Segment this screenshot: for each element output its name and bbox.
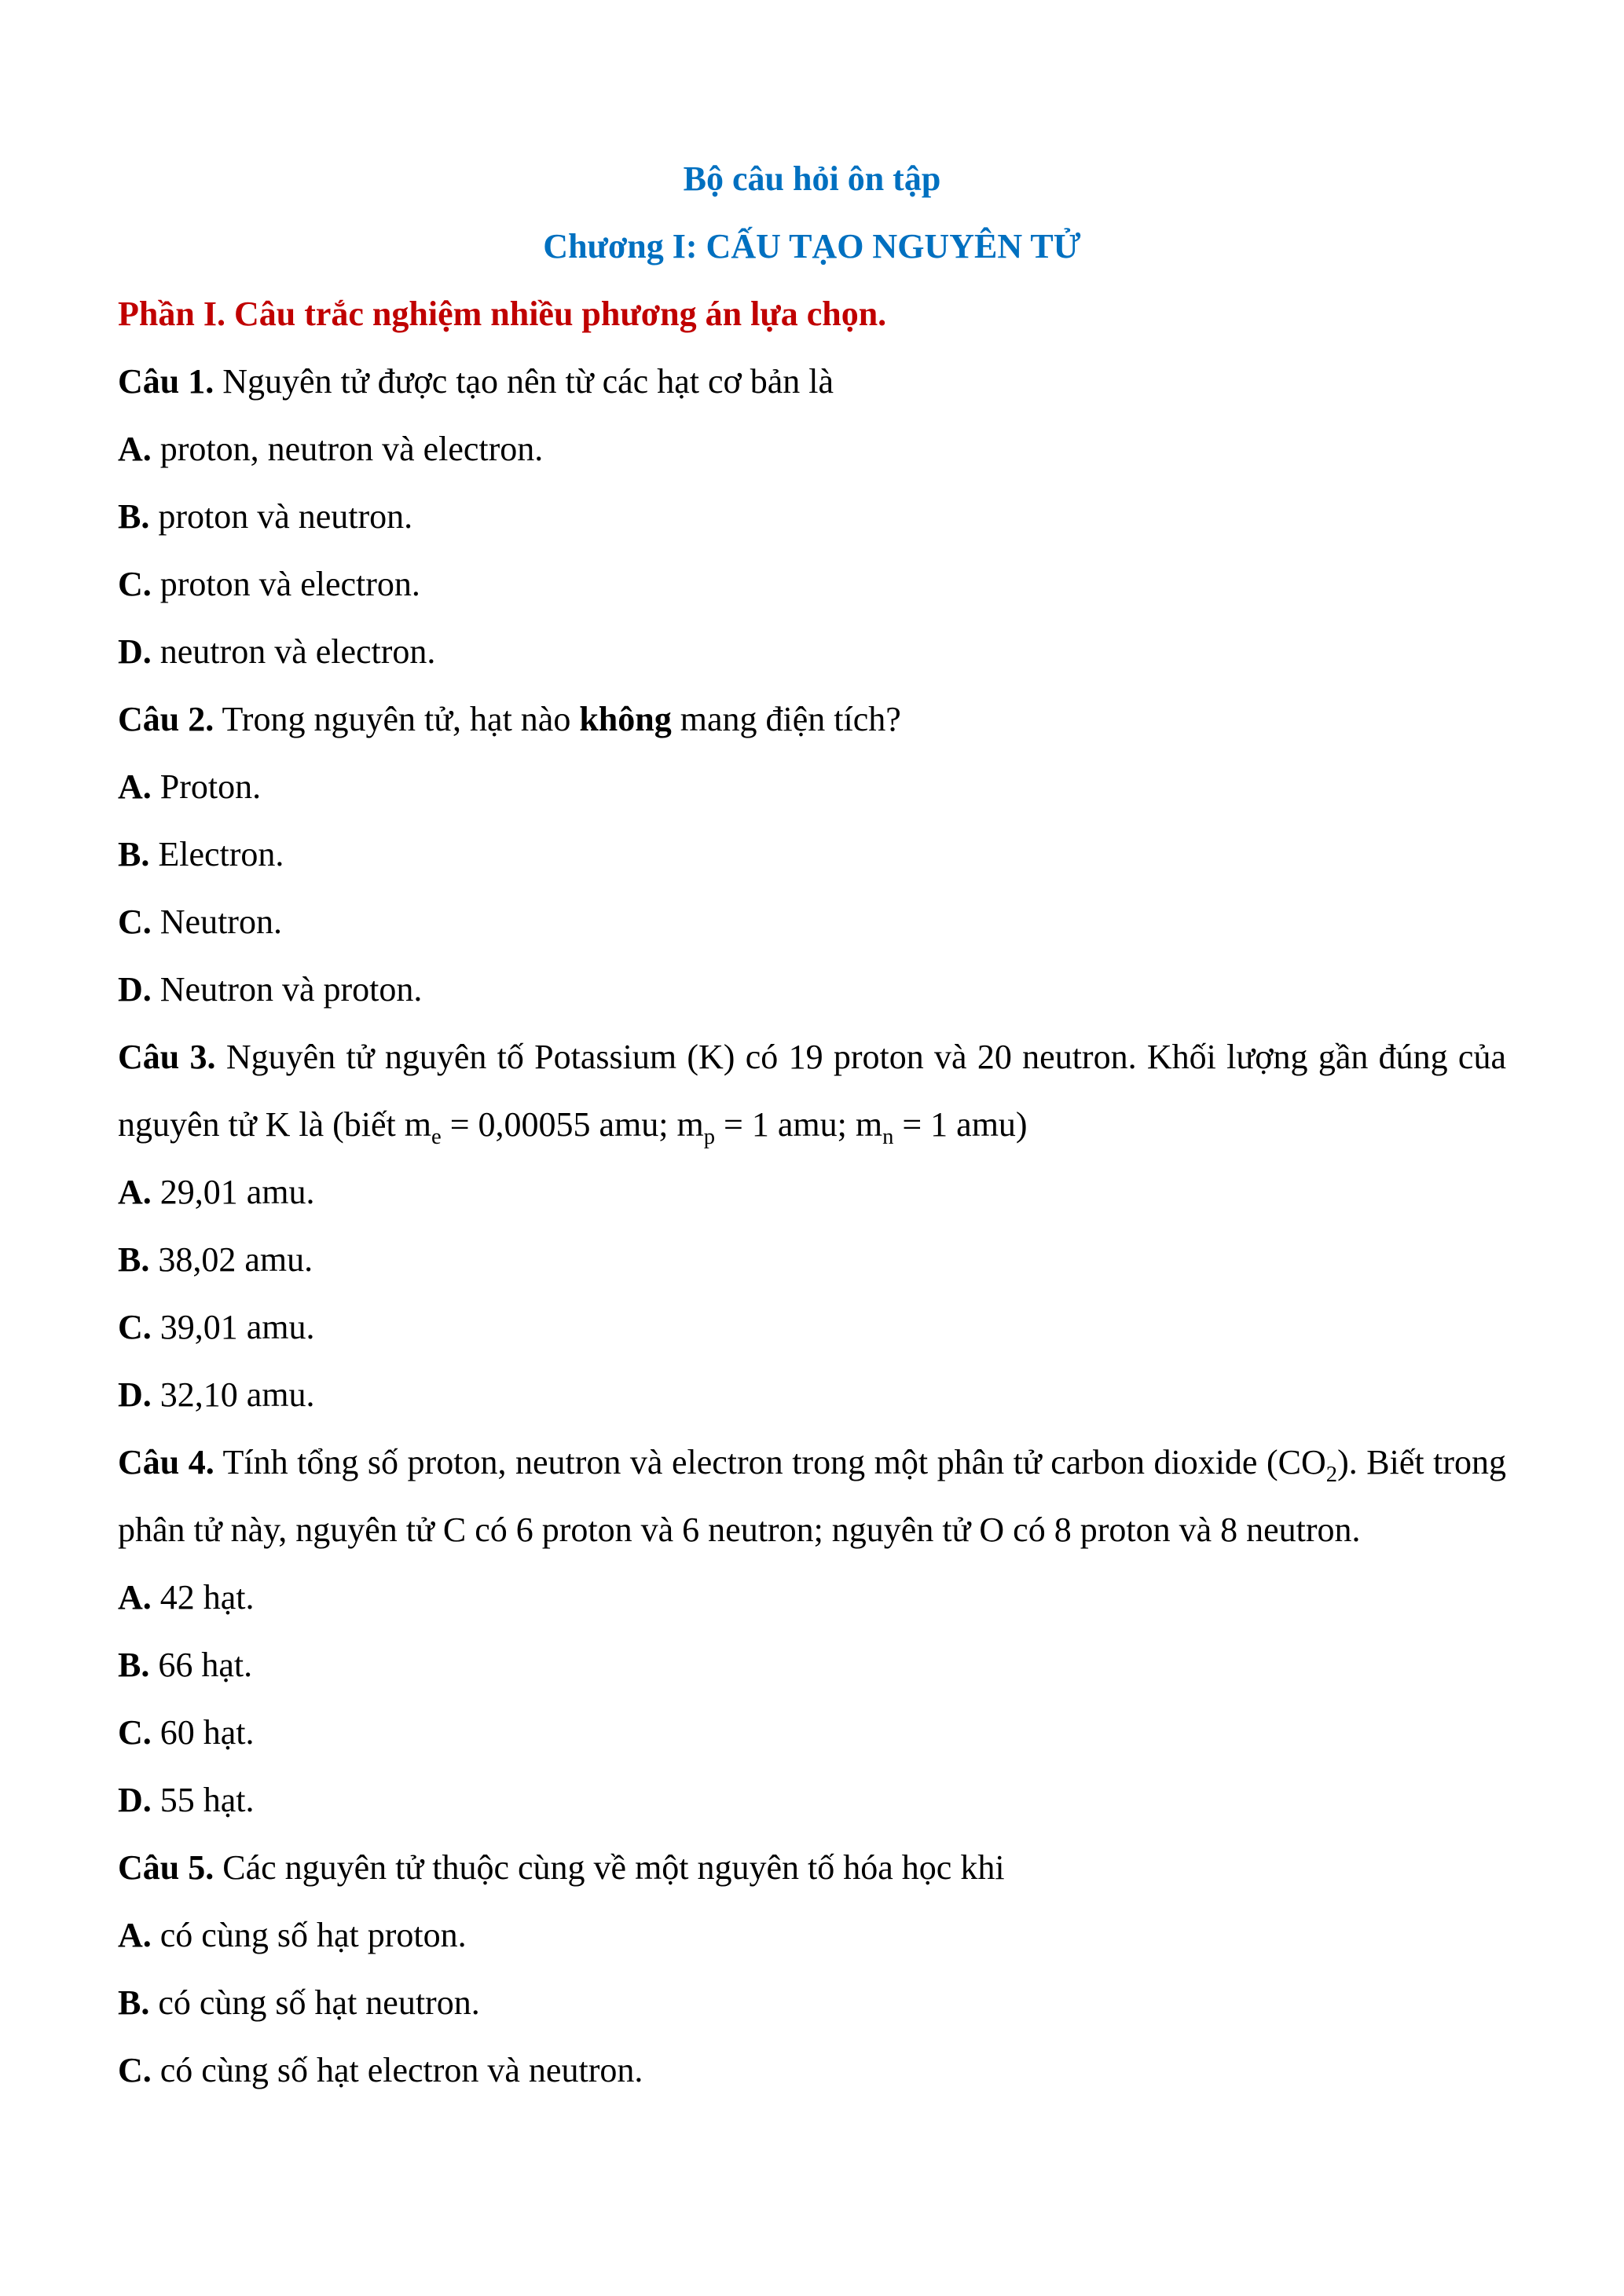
text-segment: Proton. (151, 767, 262, 806)
question-number: Câu 5. (118, 1848, 214, 1887)
text-segment: có cùng số hạt neutron. (149, 1983, 480, 2022)
question-paragraph-4 (118, 1429, 1506, 1564)
option-label: C. (118, 2051, 152, 2089)
option-line (118, 551, 1506, 618)
option-line (118, 1226, 1506, 1294)
text-segment: Neutron và proton. (151, 970, 423, 1009)
question-paragraph-3 (118, 1023, 1506, 1159)
subscript-text: p (703, 1124, 716, 1149)
text-segment: Tính tổng số proton, neutron và electron trong một phân tử carbon dioxide (CO (214, 1443, 1326, 1481)
option-label: C. (118, 565, 152, 603)
text-segment: = 0,00055 amu; m (441, 1105, 704, 1144)
text-segment: Các nguyên tử thuộc cùng về một nguyên tố hóa học khi (214, 1848, 1005, 1887)
option-line (118, 1294, 1506, 1361)
option-line (118, 821, 1506, 888)
text-segment: không (579, 700, 672, 738)
option-line (118, 1767, 1506, 1834)
question-number: Câu 2. (118, 700, 214, 738)
subscript-text: n (882, 1124, 894, 1149)
text-segment: 66 hạt. (149, 1646, 253, 1684)
doc-title: Bộ câu hỏi ôn tập (683, 159, 941, 198)
text-segment: có cùng số hạt proton. (151, 1916, 467, 1954)
text-segment: 38,02 amu. (149, 1240, 313, 1279)
option-line (118, 1631, 1506, 1699)
option-label: D. (118, 1375, 152, 1414)
subscript-text: 2 (1325, 1462, 1338, 1487)
text-segment: proton và electron. (151, 565, 420, 603)
questions-container (118, 348, 1506, 2104)
text-segment: có cùng số hạt electron và neutron. (151, 2051, 643, 2089)
option-line (118, 753, 1506, 821)
option-label: A. (118, 430, 152, 468)
text-segment: = 1 amu) (893, 1105, 1028, 1144)
question-number: Câu 3. (118, 1038, 216, 1076)
option-label: D. (118, 1781, 152, 1819)
option-label: B. (118, 835, 150, 873)
option-line (118, 416, 1506, 483)
text-segment: 60 hạt. (151, 1713, 255, 1752)
question-paragraph-1 (118, 348, 1506, 416)
option-line (118, 1969, 1506, 2037)
text-segment: Nguyên tử nguyên tố Potassium (K) có 19 proton và 20 neutron. Khối lượng gần đúng của nguyên tử K là (biết m (118, 1038, 1506, 1144)
text-segment: 42 hạt. (151, 1578, 255, 1617)
option-label: C. (118, 1713, 152, 1752)
subscript-text: e (431, 1124, 442, 1149)
text-segment: 32,10 amu. (151, 1375, 315, 1414)
text-segment: proton, neutron và electron. (151, 430, 544, 468)
text-segment: 55 hạt. (151, 1781, 255, 1819)
question-number: Câu 4. (118, 1443, 214, 1481)
text-segment: Nguyên tử được tạo nên từ các hạt cơ bản là (214, 362, 834, 401)
option-line (118, 1902, 1506, 1969)
option-label: B. (118, 1983, 150, 2022)
option-label: A. (118, 767, 152, 806)
option-label: C. (118, 903, 152, 941)
text-segment: ). Biết trong phân tử này, nguyên tử C có 6 proton và 6 neutron; nguyên tử O có 8 proton và 8 neutron. (118, 1443, 1506, 1549)
text-segment: Electron. (149, 835, 284, 873)
option-label: C. (118, 1308, 152, 1346)
option-line (118, 2037, 1506, 2104)
option-label: D. (118, 632, 152, 671)
option-label: A. (118, 1578, 152, 1617)
option-label: B. (118, 1646, 150, 1684)
section-heading: Phần I. Câu trắc nghiệm nhiều phương án lựa chọn. (118, 295, 887, 333)
text-segment: neutron và electron. (151, 632, 436, 671)
option-line (118, 888, 1506, 956)
option-line (118, 956, 1506, 1023)
option-line (118, 1159, 1506, 1226)
text-segment: = 1 amu; m (715, 1105, 883, 1144)
text-segment: Neutron. (151, 903, 282, 941)
chapter-title: Chương I: CẤU TẠO NGUYÊN TỬ (543, 227, 1081, 265)
option-label: A. (118, 1916, 152, 1954)
text-segment: 29,01 amu. (151, 1173, 315, 1211)
question-number: Câu 1. (118, 362, 214, 401)
option-line (118, 618, 1506, 686)
option-line (118, 483, 1506, 551)
question-paragraph-2 (118, 686, 1506, 753)
option-line (118, 1361, 1506, 1429)
option-line (118, 1564, 1506, 1631)
option-label: A. (118, 1173, 152, 1211)
question-paragraph-5 (118, 1834, 1506, 1902)
text-segment: proton và neutron. (149, 497, 413, 536)
option-label: D. (118, 970, 152, 1009)
option-line (118, 1699, 1506, 1767)
text-segment: Trong nguyên tử, hạt nào (214, 700, 580, 738)
option-label: B. (118, 1240, 150, 1279)
text-segment: 39,01 amu. (151, 1308, 315, 1346)
option-label: B. (118, 497, 150, 536)
text-segment: mang điện tích? (671, 700, 901, 738)
